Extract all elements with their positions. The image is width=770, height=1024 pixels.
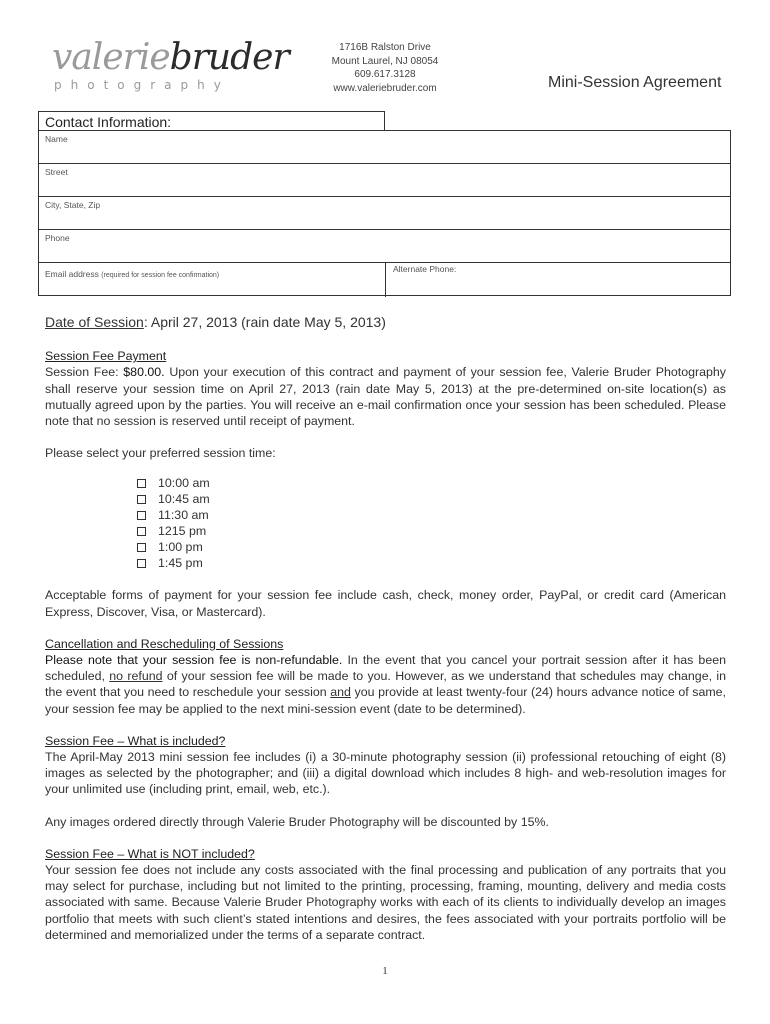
- session-time-options: [137, 475, 726, 571]
- checkbox-icon[interactable]: [137, 479, 146, 488]
- city-state-zip-field[interactable]: [39, 197, 730, 230]
- fee-body: Upon your execution of this contract and payment of your session fee, Valerie Bruder Photography shall reserve your session time on April 27, 2013 (rain date May 5, 2013) at the pre-determined on-site location(s) as mutually agreed upon by the parties. You will receive an e-mail confirmation once your session has been scheduled. Please note that no session is reserved until receipt of payment.: [45, 365, 726, 429]
- page-number: 1: [382, 965, 388, 977]
- time-label: 10:00 am: [158, 476, 210, 491]
- field-divider: [385, 262, 386, 297]
- logo-wordmark: [52, 37, 289, 78]
- cancellation-text: [45, 652, 726, 717]
- time-label: 11:30 am: [158, 508, 209, 523]
- select-time-prompt: Please select your preferred session time:: [45, 446, 276, 461]
- cancellation-text-3: you provide at least twenty-four (24) hours advance notice of same, your session fee may be applied to the next mini-session event (date to be determined).: [45, 685, 726, 716]
- included-title: [45, 733, 726, 749]
- email-label: Email address: [45, 269, 99, 279]
- email-label-wrap: [45, 266, 220, 279]
- address-website: www.valeriebruder.com: [333, 82, 437, 94]
- time-option[interactable]: [137, 523, 726, 539]
- session-date: [45, 314, 726, 330]
- session-date-label: Date of Session: [45, 314, 144, 330]
- address-phone: 609.617.3128: [354, 69, 416, 80]
- email-note: (required for session fee confirmation): [101, 272, 220, 279]
- contact-form: [38, 130, 731, 296]
- time-label: 1:45 pm: [158, 556, 203, 571]
- time-option[interactable]: [137, 475, 726, 491]
- not-included-text: Your session fee does not include any costs associated with the final processing and publication of any portraits that you may select for purchase, including but not limited to the printing, processing, framing, mounting, delivery and media costs associated with same. Because Valerie Bruder Photography works with each of its clients to individually develop an images portfolio that meets with such client’s stated intentions and desires, the fees associated with your portraits portfolio will be determined and memorialized under the terms of a separate contract.: [45, 863, 726, 942]
- name-label: Name: [45, 134, 68, 144]
- time-label: 1215 pm: [158, 524, 207, 539]
- contact-heading: Contact Information:: [38, 111, 385, 131]
- checkbox-icon[interactable]: [137, 527, 146, 536]
- address-city: Mount Laurel, NJ 08054: [331, 55, 439, 67]
- included-title-text: Session Fee – What is included?: [45, 733, 226, 748]
- name-field[interactable]: [39, 131, 730, 164]
- time-option[interactable]: [137, 539, 726, 555]
- payment-forms: Acceptable forms of payment for your session fee include cash, check, money order, PayPal, or credit card (American Express, Discover, Visa, or Mastercard).: [45, 588, 726, 619]
- included-text: The April-May 2013 mini session fee includes (i) a 30-minute photography session (ii) professional retouching of eight (8) images as selected by the photographer; and (iii) a digital download which includes 8 high- and web-resolution images for your unlimited use (including print, email, web, etc.).: [45, 750, 726, 797]
- address-street: 1716B Ralston Drive: [339, 42, 431, 53]
- time-option[interactable]: [137, 555, 726, 571]
- checkbox-icon[interactable]: [137, 511, 146, 520]
- checkbox-icon[interactable]: [137, 495, 146, 504]
- cancellation-text-2: of your session fee will be made to you. However, as we understand that schedules may change, in the event that you need to reschedule your session: [45, 669, 727, 700]
- logo-subtitle: photography: [54, 78, 230, 92]
- and-text: and: [330, 685, 351, 700]
- checkbox-icon[interactable]: [137, 559, 146, 568]
- phone-field[interactable]: [39, 230, 730, 263]
- cancellation-title: [45, 636, 726, 652]
- email-field[interactable]: [39, 263, 385, 296]
- time-option[interactable]: [137, 507, 726, 523]
- fee-payment-title: [45, 348, 726, 364]
- time-label: 1:00 pm: [158, 540, 203, 555]
- fee-amount: $80.00.: [123, 365, 165, 380]
- company-logo: [52, 37, 289, 96]
- document-title: Mini-Session Agreement: [548, 74, 722, 91]
- session-date-value: : April 27, 2013 (rain date May 5, 2013): [143, 314, 386, 330]
- no-refund-text: no refund: [109, 669, 163, 684]
- agreement-body: [45, 314, 726, 943]
- company-address: [310, 41, 460, 95]
- time-label: 10:45 am: [158, 492, 210, 507]
- fee-payment-title-text: Session Fee Payment: [45, 349, 167, 364]
- street-label: Street: [45, 167, 68, 177]
- alternate-phone-field[interactable]: Alternate Phone:: [393, 264, 457, 274]
- checkbox-icon[interactable]: [137, 543, 146, 552]
- discount-text: Any images ordered directly through Valerie Bruder Photography will be discounted by 15%.: [45, 814, 549, 829]
- fee-lead: Session Fee:: [45, 365, 119, 380]
- non-refundable-note: Please note that your session fee is non-refundable.: [45, 653, 343, 668]
- fee-payment-text: [45, 364, 726, 429]
- logo-dark-text: bruder: [169, 37, 289, 78]
- not-included-title-text: Session Fee – What is NOT included?: [45, 846, 255, 861]
- time-option[interactable]: [137, 491, 726, 507]
- cancellation-text-1: In the event that you cancel your portrait session after it has been scheduled,: [45, 653, 727, 684]
- logo-light-text: valerie: [52, 37, 170, 78]
- not-included-title: [45, 846, 726, 862]
- city-state-zip-label: City, State, Zip: [45, 200, 101, 210]
- street-field[interactable]: [39, 164, 730, 197]
- phone-label: Phone: [45, 233, 70, 243]
- cancellation-title-text: Cancellation and Rescheduling of Sessions: [45, 636, 284, 651]
